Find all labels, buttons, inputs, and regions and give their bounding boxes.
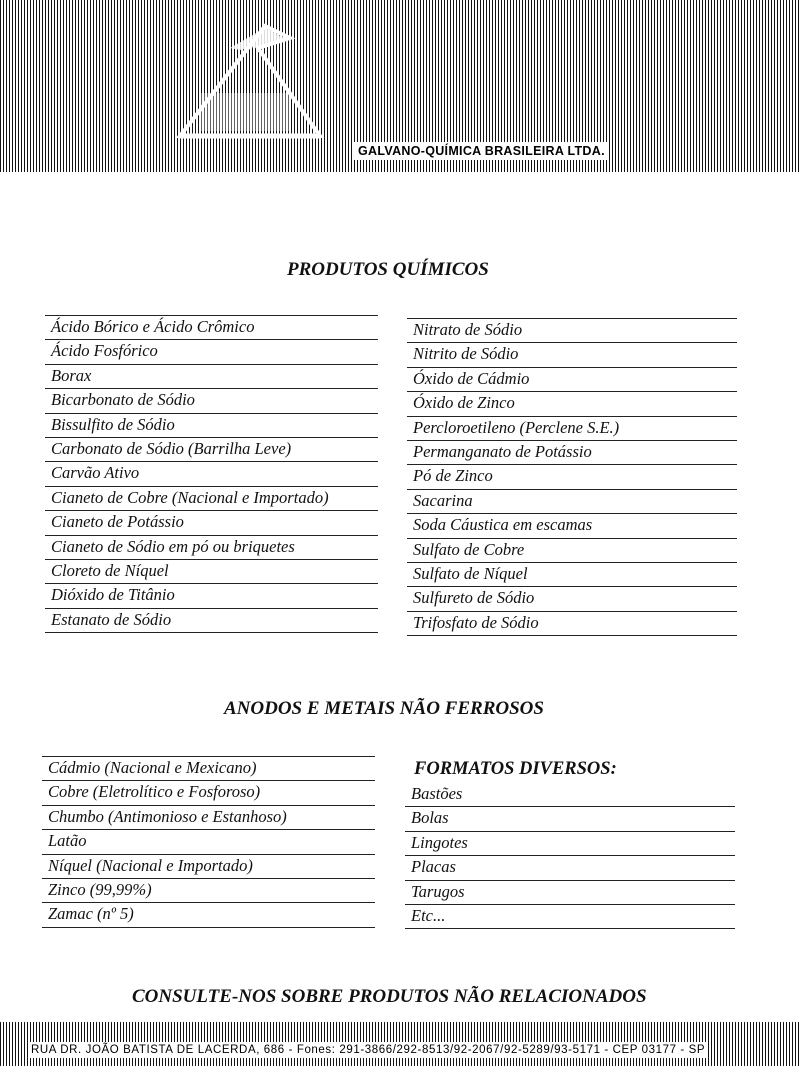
list-item: Óxido de Cádmio: [407, 368, 737, 392]
header-banner: [0, 0, 800, 172]
list-item: Latão: [42, 830, 375, 854]
footer-address: RUA DR. JOÃO BATISTA DE LACERDA, 686 - Fones: 291-3866/292-8513/92-2067/92-5289/93-5171 - CEP 03177 - SP: [28, 1042, 708, 1058]
produtos-quimicos-title: PRODUTOS QUÍMICOS: [287, 259, 489, 280]
list-item: Cianeto de Cobre (Nacional e Importado): [45, 487, 378, 511]
list-item: Permanganato de Potássio: [407, 441, 737, 465]
list-item: Cloreto de Níquel: [45, 560, 378, 584]
list-item: Sulfureto de Sódio: [407, 587, 737, 611]
list-item: Sulfato de Níquel: [407, 563, 737, 587]
list-item: Lingotes: [405, 832, 735, 856]
list-item: Ácido Bórico e Ácido Crômico: [45, 316, 378, 340]
list-item: Cianeto de Potássio: [45, 511, 378, 535]
list-item: Tarugos: [405, 881, 735, 905]
company-logo: [170, 8, 370, 143]
list-item: Carvão Ativo: [45, 462, 378, 486]
list-item: Bolas: [405, 807, 735, 831]
list-item: Sacarina: [407, 490, 737, 514]
list-item: Cianeto de Sódio em pó ou briquetes: [45, 536, 378, 560]
list-item: Chumbo (Antimonioso e Estanhoso): [42, 806, 375, 830]
list-item: Borax: [45, 365, 378, 389]
list-item: Pó de Zinco: [407, 465, 737, 489]
list-item: Zinco (99,99%): [42, 879, 375, 903]
produtos-list-right: [407, 318, 737, 636]
list-item: Zamac (nº 5): [42, 903, 375, 927]
formatos-diversos-title: FORMATOS DIVERSOS:: [414, 759, 617, 779]
company-name: GALVANO-QUÍMICA BRASILEIRA LTDA.: [354, 142, 609, 160]
list-item: Trifosfato de Sódio: [407, 612, 737, 636]
list-item: Sulfato de Cobre: [407, 539, 737, 563]
consulte-heading: CONSULTE-NOS SOBRE PRODUTOS NÃO RELACIONADOS: [132, 986, 647, 1007]
list-item: Soda Cáustica em escamas: [407, 514, 737, 538]
list-item: Percloroetileno (Perclene S.E.): [407, 417, 737, 441]
list-item: Óxido de Zinco: [407, 392, 737, 416]
anodos-list: [42, 756, 375, 928]
list-item: Cobre (Eletrolítico e Fosforoso): [42, 781, 375, 805]
list-item: Níquel (Nacional e Importado): [42, 855, 375, 879]
list-item: Carbonato de Sódio (Barrilha Leve): [45, 438, 378, 462]
list-item: Cádmio (Nacional e Mexicano): [42, 757, 375, 781]
list-item: Nitrato de Sódio: [407, 319, 737, 343]
list-item: Dióxido de Titânio: [45, 584, 378, 608]
list-item: Bastões: [405, 783, 735, 807]
list-item: Ácido Fosfórico: [45, 340, 378, 364]
list-item: Placas: [405, 856, 735, 880]
list-item: Etc...: [405, 905, 735, 929]
list-item: Estanato de Sódio: [45, 609, 378, 633]
list-item: Bicarbonato de Sódio: [45, 389, 378, 413]
produtos-list-left: [45, 315, 378, 633]
formatos-list: [405, 783, 735, 929]
list-item: Nitrito de Sódio: [407, 343, 737, 367]
list-item: Bissulfito de Sódio: [45, 414, 378, 438]
anodos-metais-title: ANODOS E METAIS NÃO FERROSOS: [224, 698, 544, 719]
